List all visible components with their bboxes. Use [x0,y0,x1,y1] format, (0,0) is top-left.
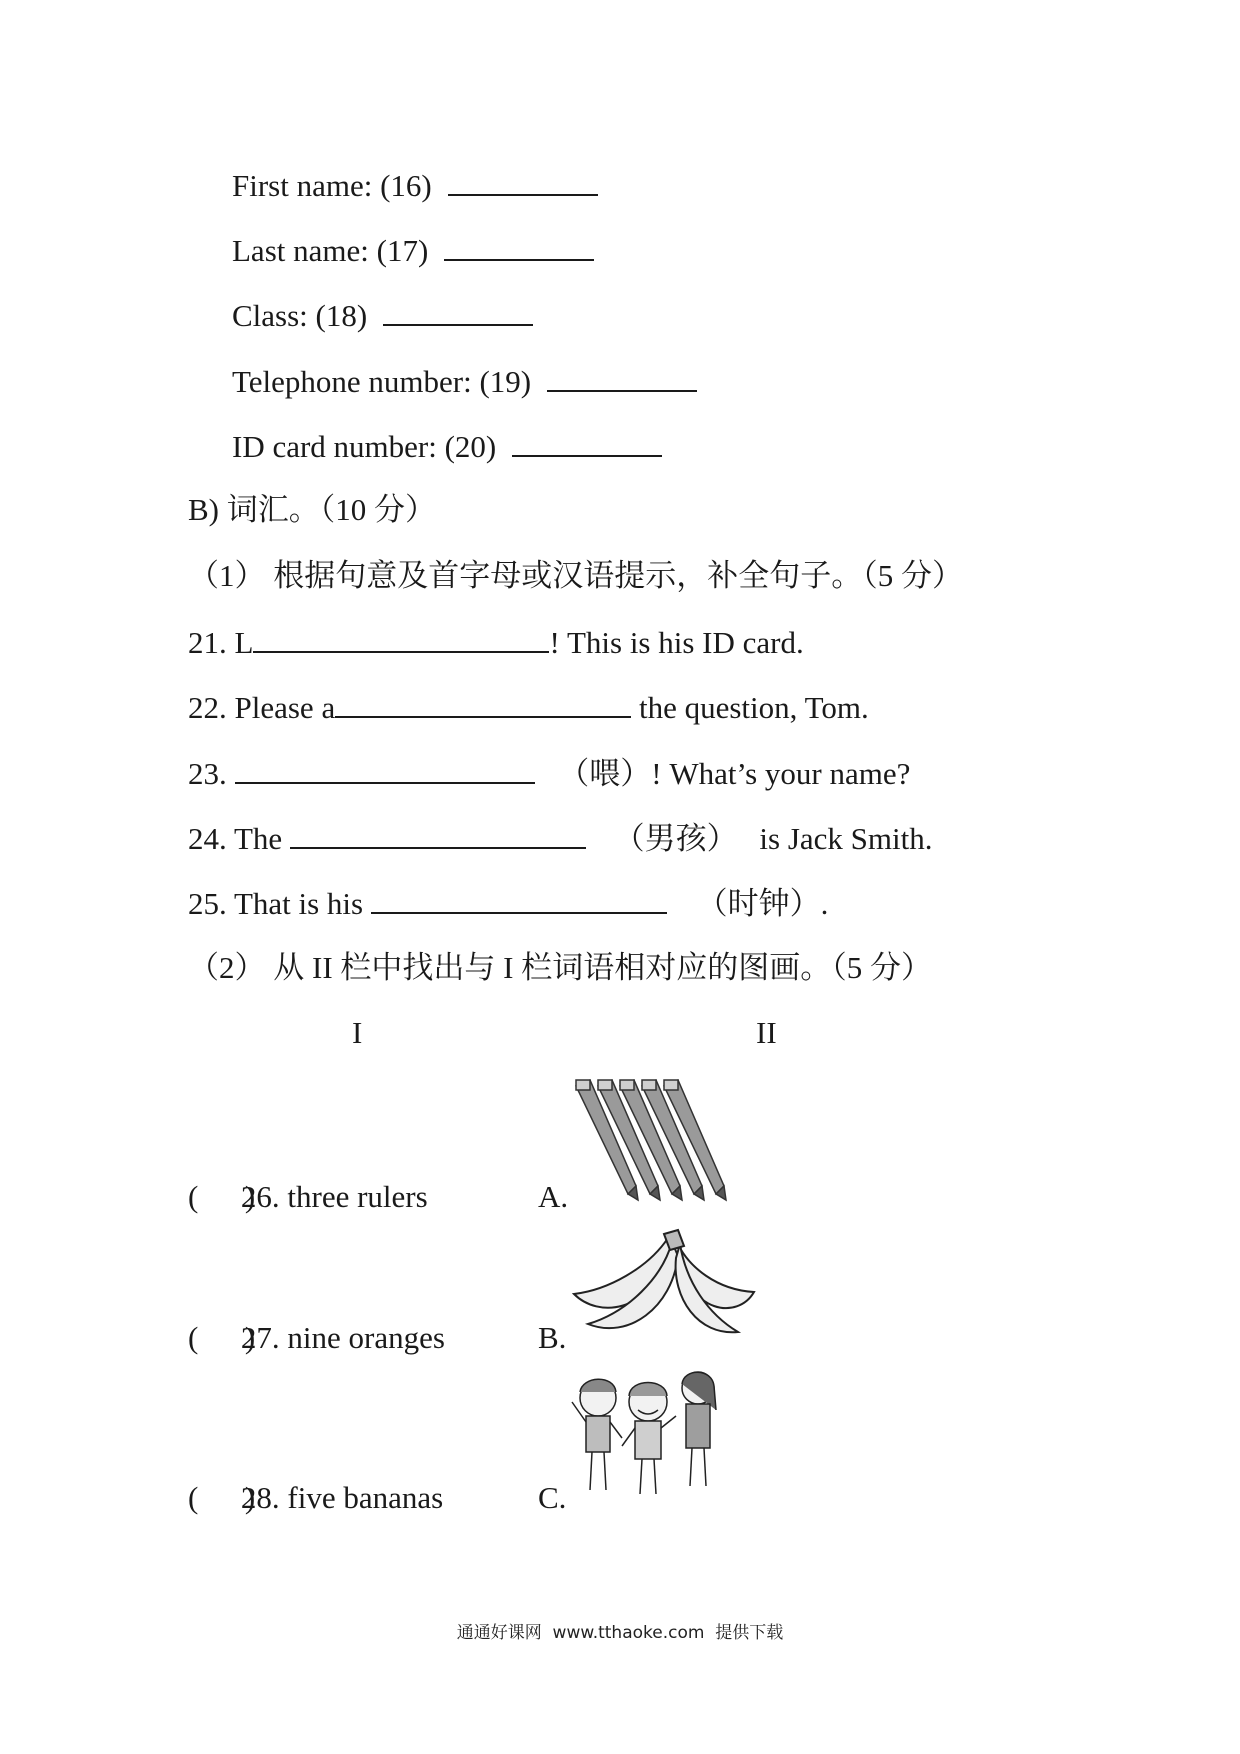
q25-hint: （时钟） [696,886,821,921]
match-row-28 [188,1478,443,1518]
answer-bracket-27[interactable]: ( ) [188,1320,256,1355]
pens-icon [568,1078,738,1203]
question-24 [188,817,932,859]
first-name-label: First name: (16) [232,168,432,203]
answer-bracket-26[interactable]: ( ) [188,1179,256,1214]
question-22 [188,686,869,728]
section-b-title: B) 词汇。（10 分） [188,492,436,527]
q23-hint: （喂） [558,756,652,791]
q21-blank[interactable] [253,621,549,653]
last-name-blank[interactable] [444,229,594,261]
match-row-26 [188,1177,428,1217]
telephone-line [232,360,697,402]
match-item-27: 27. nine oranges [240,1320,445,1355]
q24-after: is Jack Smith. [759,821,933,856]
id-card-line [232,425,662,467]
id-card-blank[interactable] [512,425,662,457]
match-row-27 [188,1318,445,1358]
telephone-blank[interactable] [547,360,697,392]
class-blank[interactable] [383,294,533,326]
q24-before: 24. The [188,821,290,856]
q25-blank[interactable] [371,882,667,914]
question-23 [188,752,910,794]
answer-bracket-28[interactable]: ( ) [188,1480,256,1515]
part1-title: （1） 根据句意及首字母或汉语提示，补全句子。（5 分） [188,558,963,593]
option-a-label: A. [538,1179,569,1214]
q23-before: 23. [188,756,235,791]
children-icon [568,1362,728,1512]
match-item-26: 26. three rulers [240,1179,428,1214]
q21-before: 21. L [188,625,254,660]
q22-before: 22. Please a [188,690,336,725]
last-name-label: Last name: (17) [232,233,429,268]
class-line [232,294,533,336]
q25-before: 25. That is his [188,886,371,921]
footer-source: 通通好课网 www.tthaoke.com 提供下载 [456,1623,784,1643]
option-c-label: C. [538,1480,567,1515]
question-21 [188,621,804,663]
match-item-28: 28. five bananas [240,1480,444,1515]
first-name-blank[interactable] [448,164,598,196]
id-card-label: ID card number: (20) [232,429,497,464]
q22-after: the question, Tom. [631,690,869,725]
last-name-line [232,229,594,271]
part2-title: （2） 从 II 栏中找出与 I 栏词语相对应的图画。（5 分） [188,950,932,985]
q22-blank[interactable] [335,686,631,718]
q23-after: ! What’s your name? [651,756,911,791]
class-label: Class: (18) [232,298,368,333]
bananas-icon [568,1228,758,1348]
q24-hint: （男孩） [613,821,738,856]
q24-blank[interactable] [290,817,586,849]
q21-after: ! This is his ID card. [549,625,804,660]
first-name-line [232,164,598,206]
q25-after: . [820,886,829,921]
option-b-label: B. [538,1320,567,1355]
question-25 [188,882,828,924]
q23-blank[interactable] [235,752,535,784]
telephone-label: Telephone number: (19) [232,364,532,399]
column-i-header: I [352,1015,363,1050]
column-ii-header: II [756,1015,777,1050]
